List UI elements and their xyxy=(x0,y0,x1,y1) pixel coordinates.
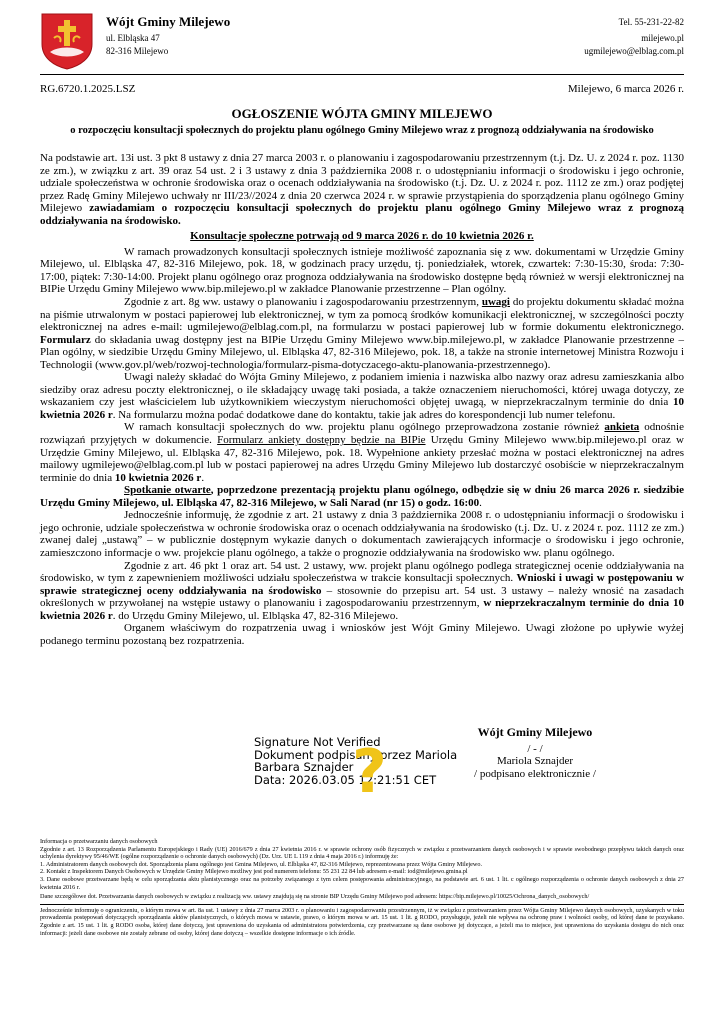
page-subtitle: o rozpoczęciu konsultacji społecznych do projektu planu ogólnego Gminy Milejewo wraz z prognozą oddziaływania na środowisko xyxy=(70,125,654,136)
org-phone: Tel. 55-231-22-82 xyxy=(618,17,684,27)
consultation-period: Konsultacje społeczne potrwają od 9 marca 2026 r. do 10 kwietnia 2026 r. xyxy=(190,230,534,243)
org-city: 82-316 Milejewo xyxy=(106,46,169,56)
paragraph-submission: Uwagi należy składać do Wójta Gminy Milejewo, z podaniem imienia i nazwiska albo nazwy oraz adresu zamieszkania albo siedziby oraz adresu poczty elektronicznej, o ile składający uwagę taki posiada, a także oznaczeniem nieruchomości, której uwaga dotyczy, ze wskazaniem czy jest właścicielem lub użytkownikiem wieczystym nieruchomości objętej uwagą, w nieprzekraczalnym terminie do dnia 10 kwietnia 2026 r. Na formularzu można podać dodatkowe dane do kontaktu, takie jak adres do korespondencji lub numer telefonu. xyxy=(40,371,684,421)
gdpr-limits: Jednocześnie informuję o ograniczeniu, o którym mowa w art. 8a ust. 1 ustawy z dnia 27 marca 2003 r. o planowaniu i zagospodarowaniu przestrzennym, iż w związku z przetwarzaniem przez Wójta Gminy Milejewo danych osobowych, uzyskanych w toku prowadzenia postępowań dotyczących sporządzania aktów planistycznych, o których mowa w ustawie, prawo, o którym mowa w art. 15 ust. 1 lit. g RODO, przysługuje, jeżeli nie wpływa na ochronę praw i wolności osoby, od której dane te pozyskano. Zgodnie z art. 15 ust. 1 lit. g RODO osoba, której dane dotyczą, jest uprawniona do uzyskania od administratora potwierdzenia, czy przetwarzane są dane osobowe jej dotyczące, a jeżeli ma to miejsce, jest uprawniona do uzyskania dostępu do nich oraz informacji: jeżeli dane osobowe nie zostały zebrane od osoby, której dane dotyczą – wszelkie dostępne informacje o ich źródle. xyxy=(40,906,684,937)
paragraph-registry: Jednocześnie informuję, że zgodnie z art. 21 ustawy z dnia 3 października 2008 r. o udostępnianiu informacji o środowisku i jego ochronie, udziale społeczeństwa w ochronie środowiska oraz o ocenach oddziaływania na środowisko (t.j. Dz. U. z 2024 r. poz. 1112 ze zm.) zwanej dalej „ustawą” – w publicznie dostępnym wykazie danych o dokumentach zawierających informacje o środowisku i jego ochronie, zamieszczono informacje o ww. projekcie planu ogólnego, a także o prognozie oddziaływania na środowisko ww. planu ogólnego. xyxy=(40,509,684,559)
paragraph-meeting: Spotkanie otwarte, poprzedzone prezentacją projektu planu ogólnego, odbędzie się w dniu 26 marca 2026 r. siedzibie Urzędu Gminy Milejewo, ul. Elbląska 47, 82-316 Milejewo, w Sali Narad (nr 15) o godz. 16:00. xyxy=(40,484,685,509)
reference-number: RG.6720.1.2025.LSZ xyxy=(40,83,136,95)
signatory-mark: / - / xyxy=(527,742,543,755)
signature-unverified-icon: ? xyxy=(352,737,387,807)
signatory-name: Mariola Sznajder xyxy=(496,755,574,768)
page-title: OGŁOSZENIE WÓJTA GMINY MILEJEWO xyxy=(231,106,493,121)
signatory-note: / podpisano elektronicznie / xyxy=(474,767,596,780)
gdpr-intro: Zgodnie z art. 13 Rozporządzenia Parlamentu Europejskiego i Rady (UE) 2016/679 z dnia 27 kwietnia 2016 r. w sprawie ochrony osób fizycznych w związku z przetwarzaniem danych osobowych i w sprawie swobodnego przepływu takich danych oraz uchylenia dyrektywy 95/46/WE (ogólne rozporządzenie o ochronie danych osobowych) (Dz. Urz. UE L 119 z dnia 4 maja 2016 r.) informuję że: xyxy=(40,845,684,861)
org-name: Wójt Gminy Milejewo xyxy=(106,14,231,29)
gdpr-item: 1. Administratorem danych osobowych dot. Sporządzenia planu ogólnego jest Gmina Milejewo, ul. Elbląska 47, 82-316 Milejewo, reprezentowana przez Wójta Gminy Milejewo. xyxy=(40,860,483,868)
signatory-block xyxy=(440,726,630,780)
coat-of-arms-icon xyxy=(40,12,94,70)
org-website[interactable]: milejewo.pl xyxy=(641,33,684,43)
paragraph-survey: W ramach konsultacji społecznych do ww. projektu planu ogólnego przeprowadzona zostanie również ankieta odnośnie rozwiązań przyjętych w dokumencie. Formularz ankiety dostępny będzie na BIPie Urzędu Gminy Milejewo www.bip.milejewo.pl oraz w Urzędzie Gminy Milejewo, ul. Elbląska 47, 82-316 Milejewo, pok. 18. Wypełnione ankiety przesłać można w postaci elektronicznej na adres mailowy ugmilejewo@elblag.com.pl lub w postaci papierowej na adres Urzędu Gminy Milejewo lub dostarczyć osobiście w nieprzekraczalnym terminie do dnia 10 kwietnia 2026 r. xyxy=(40,421,684,484)
org-street: ul. Elbląska 47 xyxy=(106,33,160,43)
paragraph-remarks: Zgodnie z art. 8g ww. ustawy o planowaniu i zagospodarowaniu przestrzennym, uwagi do projektu dokumentu składać można na piśmie utrwalonym w postaci papierowej lub elektronicznej, w tym za pomocą środków komunikacji elektronicznej, w szczególności poczty elektronicznej na adres e-mail: ugmilejewo@elblag.com.pl, na formularzu w postaci papierowej lub w formie dokumentu elektronicznego. Formularz do składania uwag dostępny jest na BIPie Urzędu Gminy Milejewo www.bip.milejewo.pl, w zakładce Planowanie przestrzenne – Plan ogólny, w siedzibie Urzędu Gminy Milejewo, ul. Elbląska 47, 82-316 Milejewo, pok. 18, a także na stronie internetowej Ministra Rozwoju i Technologii (www.gov.pl/web/rozwoj-technologia/formularz-pisma-dotyczacego-aktu-planowania-przestrzennego). xyxy=(40,296,684,371)
gdpr-info xyxy=(40,838,684,937)
paragraph-authority: Organem właściwym do rozpatrzenia uwag i wniosków jest Wójt Gminy Milejewo. Uwagi złożone po upływie wyżej podanego terminu pozostaną bez rozpatrzenia. xyxy=(40,622,684,647)
signature-signed-by: Dokument podpisany przez Mariola xyxy=(254,747,458,762)
org-email[interactable]: ugmilejewo@elblag.com.pl xyxy=(584,46,684,56)
place-date: Milejewo, 6 marca 2026 r. xyxy=(567,83,684,95)
gdpr-heading: Informacja o przetwarzaniu danych osobowych xyxy=(40,838,158,845)
gdpr-item: 3. Dane osobowe przetwarzane będą w celu sporządzania aktu planistycznego oraz na potrzeby związanego z tym celem postępowania administracyjnego, na podstawie art. 6 ust. 1 lit. c ogólnego rozporządzenia o ochronie danych osobowych z dnia 27 kwietnia 2016 r. xyxy=(40,875,684,891)
intro-paragraph: Na podstawie art. 13i ust. 3 pkt 8 ustawy z dnia 27 marca 2003 r. o planowaniu i zagospodarowaniu przestrzennym (t.j. Dz. U. z 2024 r. poz. 1130 ze zm.), w związku z art. 39 oraz 54 ust. 2 i 3 ustawy z dnia 3 października 2008 r. o udostępnianiu informacji o środowisku i jego ochronie, udziale społeczeństwa w ochronie środowiska oraz o ocenach oddziaływania na środowisko (t.j. Dz. U. z 2024 r. poz. 1112 ze zm.) oraz podjętej przez Radę Gminy Milejewo uchwały nr III/23//2024 z dnia 20 czerwca 2024 r. w sprawie przystąpienia do sporządzenia planu ogólnego Gminy Milejewo zawiadamiam o rozpoczęciu konsultacji społecznych do projektu planu ogólnego Gminy Milejewo wraz z prognozą oddziaływania na środowisko. xyxy=(40,152,684,227)
signature-date: Data: 2026.03.05 12:21:51 CET xyxy=(254,772,437,787)
gdpr-divider xyxy=(40,904,684,905)
signature-signer: Barbara Sznajder xyxy=(254,760,354,775)
gdpr-item: 2. Kontakt z Inspektorem Danych Osobowych w Urzędzie Gminy Milejewo możliwy jest pod numerem telefonu: 55 231 22 84 lub adresem e-mail: iod@milejewo.gmina.pl xyxy=(40,868,468,876)
gdpr-more: Dane szczegółowe dot. Przetwarzania danych osobowych w związku z realizacją ww. ustawy znajdują się na stronie BIP Urzędu Gminy Milejewo pod adresem: https://bip.milejewo.pl/10025/Ochrona_danych_osobowych/ xyxy=(40,893,590,901)
paragraph-sea: Zgodnie z art. 46 pkt 1 oraz art. 54 ust. 2 ustawy, ww. projekt planu ogólnego podlega strategicznej ocenie oddziaływania na środowisko, w tym z zapewnieniem możliwości udziału społeczeństwa w trakcie konsultacji społecznych. Wnioski i uwagi w postępowaniu w sprawie strategicznej oceny oddziaływania na środowisko – stosownie do przepisu art. 54 ust. 3 ustawy – należy wnosić na zasadach określonych w przywołanej na wstępie ustawy o planowaniu i zagospodarowaniu przestrzennym, w nieprzekraczalnym terminie do dnia 10 kwietnia 2026 r. do Urzędu Gminy Milejewo, ul. Elbląska 47, 82-316 Milejewo. xyxy=(40,559,684,622)
paragraph-access: W ramach prowadzonych konsultacji społecznych istnieje możliwość zapoznania się z ww. dokumentami w Urzędzie Gminy Milejewo, ul. Elbląska 47, 82-316 Milejewo, pok. 18, w godzinach pracy urzędu, tj. poniedziałek, wtorek, czwartek: 7:30-15:30, środa: 7:30-17:00, piątek: 7:30-14:00. Projekt planu ogólnego oraz prognoza oddziaływania na środowisko dostępne będą również w wersji elektronicznej na BIPie Urzędu Gminy Milejewo www.bip.milejewo.pl w zakładce Planowanie przestrzenne – Plan ogólny. xyxy=(40,245,684,296)
announcement-body xyxy=(40,152,684,647)
signature-status: Signature Not Verified xyxy=(254,735,381,749)
signatory-office: Wójt Gminy Milejewo xyxy=(477,725,593,739)
header-divider xyxy=(40,74,684,75)
